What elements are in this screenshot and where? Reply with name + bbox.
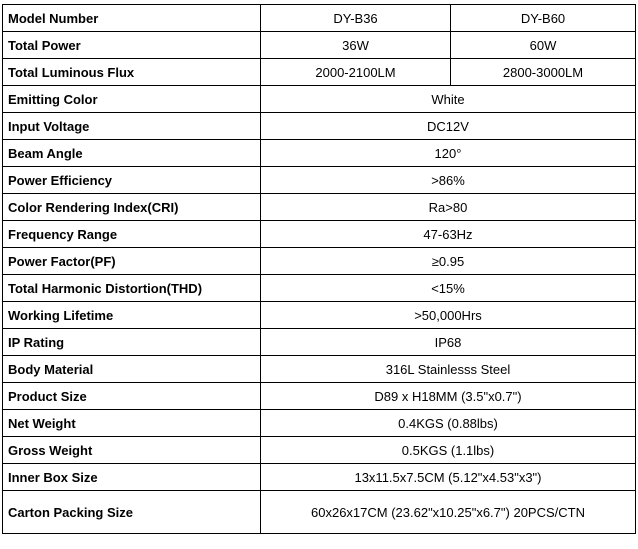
table-row-luminous-flux	[3, 59, 636, 86]
table-row-working-lifetime	[3, 302, 636, 329]
row-label: Input Voltage	[3, 113, 261, 140]
table-row-input-voltage	[3, 113, 636, 140]
row-label: Body Material	[3, 356, 261, 383]
table-row-cri	[3, 194, 636, 221]
row-value: 47-63Hz	[261, 221, 636, 248]
row-label: Carton Packing Size	[3, 491, 261, 534]
row-label: Total Harmonic Distortion(THD)	[3, 275, 261, 302]
row-label: Model Number	[3, 5, 261, 32]
row-label: Power Efficiency	[3, 167, 261, 194]
row-label: Power Factor(PF)	[3, 248, 261, 275]
table-row-gross-weight	[3, 437, 636, 464]
table-row-inner-box-size	[3, 464, 636, 491]
row-value: 13x11.5x7.5CM (5.12"x4.53"x3")	[261, 464, 636, 491]
row-value: >50,000Hrs	[261, 302, 636, 329]
model-name-2: DY-B60	[451, 5, 636, 32]
row-value-model-1: 2000-2100LM	[261, 59, 451, 86]
row-label: Beam Angle	[3, 140, 261, 167]
row-value: 316L Stainlesss Steel	[261, 356, 636, 383]
table-row-product-size	[3, 383, 636, 410]
row-label: IP Rating	[3, 329, 261, 356]
row-value: ≥0.95	[261, 248, 636, 275]
table-row-body-material	[3, 356, 636, 383]
row-label: Inner Box Size	[3, 464, 261, 491]
row-value: <15%	[261, 275, 636, 302]
row-value: 0.4KGS (0.88lbs)	[261, 410, 636, 437]
row-value: Ra>80	[261, 194, 636, 221]
row-label: Working Lifetime	[3, 302, 261, 329]
table-row-emitting-color	[3, 86, 636, 113]
row-value-model-2: 60W	[451, 32, 636, 59]
row-value: >86%	[261, 167, 636, 194]
row-value-model-1: 36W	[261, 32, 451, 59]
row-value-model-2: 2800-3000LM	[451, 59, 636, 86]
row-value: IP68	[261, 329, 636, 356]
table-row-power-efficiency	[3, 167, 636, 194]
table-row-frequency-range	[3, 221, 636, 248]
row-value: 120°	[261, 140, 636, 167]
model-name-1: DY-B36	[261, 5, 451, 32]
table-row-total-power	[3, 32, 636, 59]
table-row-ip-rating	[3, 329, 636, 356]
row-label: Emitting Color	[3, 86, 261, 113]
table-row-beam-angle	[3, 140, 636, 167]
row-label: Product Size	[3, 383, 261, 410]
row-label: Total Luminous Flux	[3, 59, 261, 86]
row-label: Frequency Range	[3, 221, 261, 248]
row-value: 0.5KGS (1.1lbs)	[261, 437, 636, 464]
row-label: Color Rendering Index(CRI)	[3, 194, 261, 221]
row-value: D89 x H18MM (3.5"x0.7")	[261, 383, 636, 410]
spec-table	[2, 4, 636, 534]
table-row-power-factor	[3, 248, 636, 275]
row-label: Net Weight	[3, 410, 261, 437]
row-value: 60x26x17CM (23.62"x10.25"x6.7") 20PCS/CTN	[261, 491, 636, 534]
table-row-carton-packing-size	[3, 491, 636, 534]
row-label: Total Power	[3, 32, 261, 59]
row-value: DC12V	[261, 113, 636, 140]
table-row-model-number	[3, 5, 636, 32]
row-value: White	[261, 86, 636, 113]
table-row-net-weight	[3, 410, 636, 437]
row-label: Gross Weight	[3, 437, 261, 464]
table-row-thd	[3, 275, 636, 302]
